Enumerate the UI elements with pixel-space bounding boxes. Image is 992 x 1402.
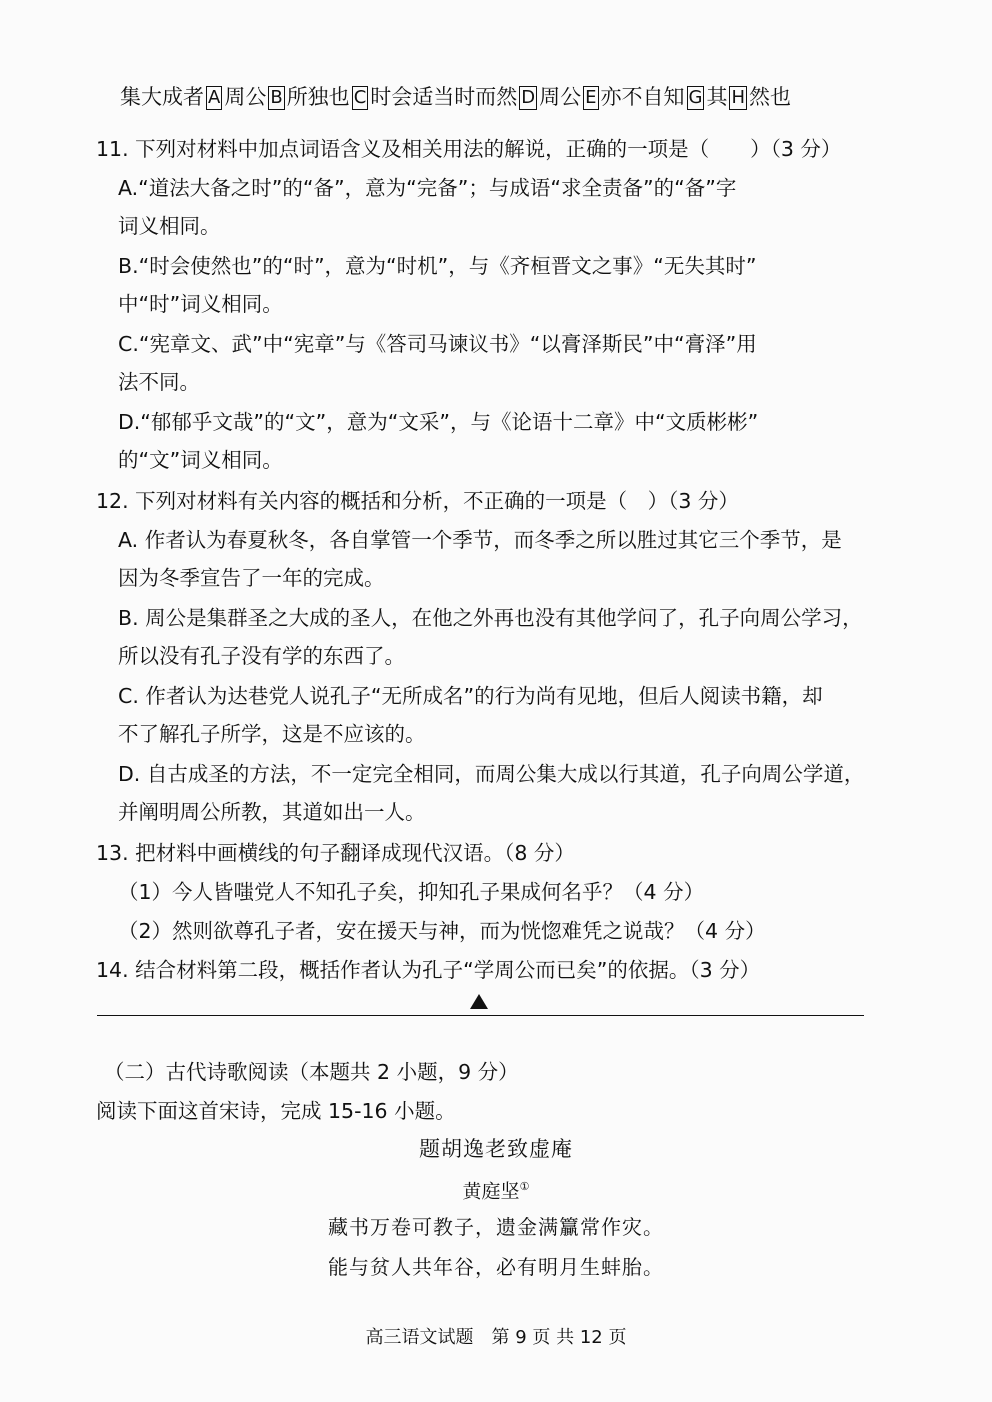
mark-h: H	[731, 87, 746, 108]
q13-sentence-1: （1）今人皆嗤党人不知孔子矣，抑知孔子果成何名乎？（4 分）	[118, 880, 705, 904]
top-seg-2: 所独也	[286, 85, 350, 109]
divider-triangle-icon	[470, 994, 488, 1009]
q12-option-c-line1: C. 作者认为达巷党人说孔子“无所成名”的行为尚有见地，但后人阅读书籍，却	[118, 684, 823, 708]
poem-line-2: 能与贫人共年谷，必有明月生蚌胎。	[328, 1255, 664, 1279]
poem-author: 黄庭坚	[462, 1180, 520, 1203]
q12-option-a-line1: A. 作者认为春夏秋冬，各自掌管一个季节，而冬季之所以胜过其它三个季节，是	[118, 528, 842, 552]
q11-option-c-line1: C.“宪章文、武”中“宪章”与《答司马谏议书》“以膏泽斯民”中“膏泽”用	[118, 332, 757, 356]
section2-intro: 阅读下面这首宋诗，完成 15-16 小题。	[96, 1099, 456, 1123]
mark-a: A	[208, 87, 221, 108]
q12-option-b-line1: B. 周公是集群圣之大成的圣人，在他之外再也没有其他学问了，孔子向周公学习，	[118, 606, 863, 630]
mark-e: E	[585, 87, 597, 108]
q12-option-d-line1: D. 自古成圣的方法，不一定完全相同，而周公集大成以行其道，孔子向周公学道，	[118, 762, 865, 786]
q12-option-b-line2: 所以没有孔子没有学的东西了。	[118, 644, 405, 668]
mark-b: B	[270, 87, 283, 108]
q13-sentence-2: （2）然则欲尊孔子者，安在援天与神，而为恍惚难凭之说哉？（4 分）	[118, 919, 766, 943]
mark-c: C	[353, 87, 367, 108]
poem-line-1: 藏书万卷可教子，遗金满籯常作灾。	[328, 1215, 664, 1239]
poem-author-note: ①	[519, 1180, 530, 1193]
q11-option-d-line2: 的“文”词义相同。	[118, 448, 283, 472]
q11-option-b-line1: B.“时会使然也”的“时”，意为“时机”，与《齐桓晋文之事》“无失其时”	[118, 254, 757, 278]
top-seg-5: 亦不自知	[600, 85, 685, 109]
q12-option-d-line2: 并阐明周公所教，其道如出一人。	[118, 800, 426, 824]
poem-author-row	[0, 1172, 992, 1206]
top-seg-4: 周公	[539, 85, 582, 109]
top-line	[120, 82, 791, 112]
section-divider	[97, 1015, 864, 1016]
q12-option-a-line2: 因为冬季宣告了一年的完成。	[118, 566, 385, 590]
top-seg-6: 其	[706, 85, 728, 109]
mark-g: G	[688, 87, 703, 108]
q11-stem: 11. 下列对材料中加点词语含义及相关用法的解说，正确的一项是（ ）（3 分）	[96, 137, 842, 161]
top-seg-7: 然也	[749, 85, 792, 109]
mark-d: D	[521, 87, 536, 108]
q11-option-c-line2: 法不同。	[118, 370, 200, 394]
q11-option-a-line2: 词义相同。	[118, 214, 221, 238]
top-seg-3: 时会适当时而然	[370, 85, 518, 109]
q11-option-a-line1: A.“道法大备之时”的“备”，意为“完备”；与成语“求全责备”的“备”字	[118, 176, 737, 200]
top-seg-1: 周公	[224, 85, 267, 109]
section2-heading: （二）古代诗歌阅读（本题共 2 小题，9 分）	[104, 1060, 519, 1084]
q11-option-b-line2: 中“时”词义相同。	[118, 292, 283, 316]
page-footer: 高三语文试题 第 9 页 共 12 页	[365, 1327, 627, 1348]
poem-title: 题胡逸老致虚庵	[419, 1137, 573, 1161]
q12-option-c-line2: 不了解孔子所学，这是不应该的。	[118, 722, 426, 746]
q14-stem: 14. 结合材料第二段，概括作者认为孔子“学周公而已矣”的依据。（3 分）	[96, 958, 761, 982]
q12-stem: 12. 下列对材料有关内容的概括和分析，不正确的一项是（ ）（3 分）	[96, 489, 739, 513]
q13-stem: 13. 把材料中画横线的句子翻译成现代汉语。（8 分）	[96, 841, 575, 865]
q11-option-d-line1: D.“郁郁乎文哉”的“文”，意为“文采”，与《论语十二章》中“文质彬彬”	[118, 410, 759, 434]
top-seg-0: 集大成者	[120, 85, 204, 109]
